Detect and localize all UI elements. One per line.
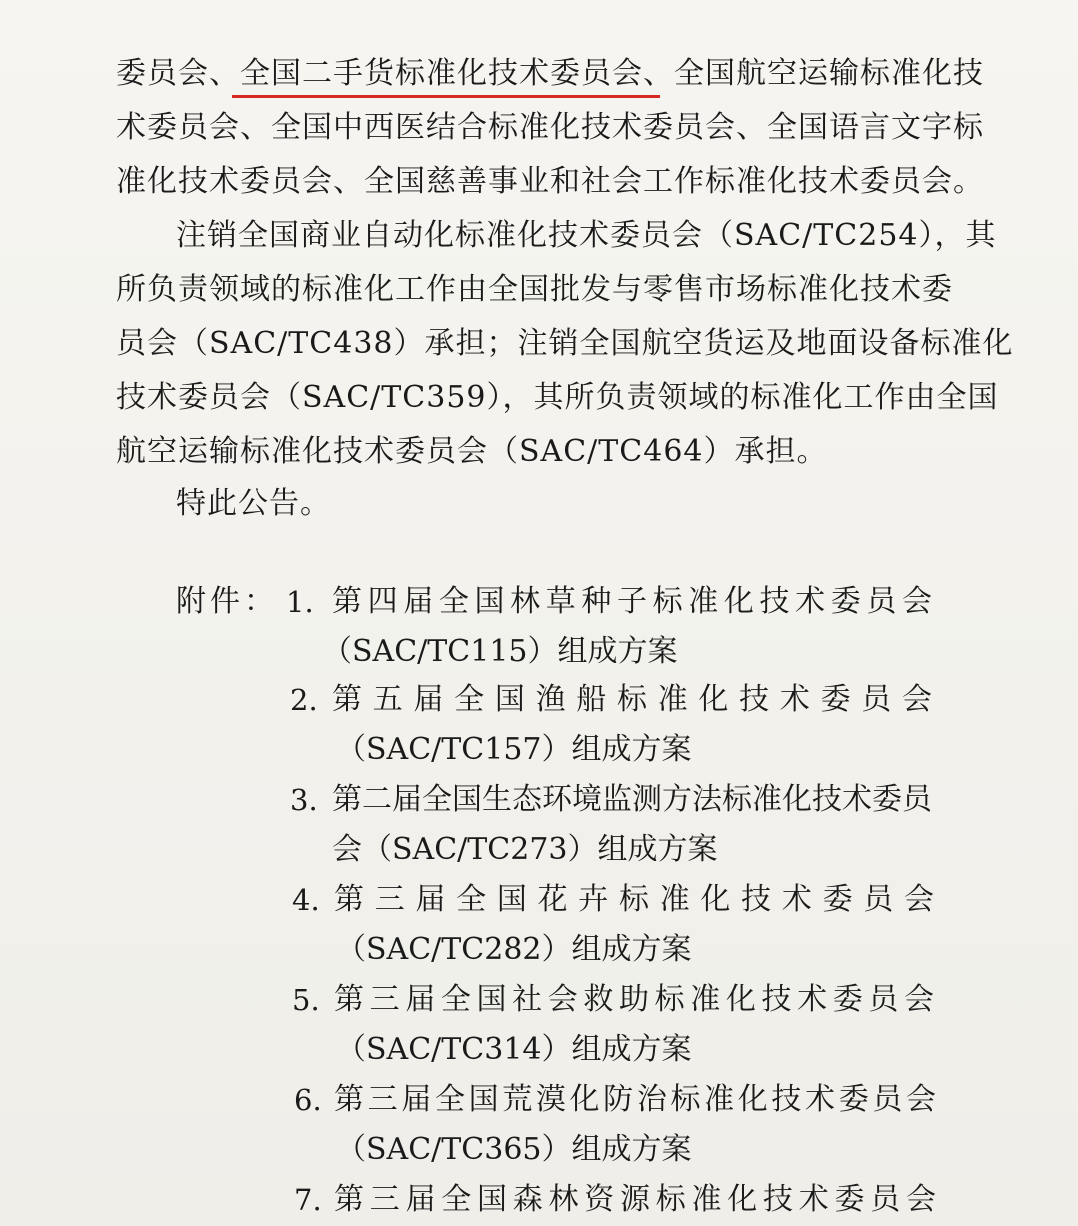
attachment-2-number: 2. — [290, 683, 318, 717]
red-underline-highlight — [232, 95, 660, 98]
attachments-label: 附件： — [176, 584, 278, 619]
attachment-4-number: 4. — [292, 883, 320, 917]
attachment-4-title: 第三届全国花卉标准化技术委员会 — [334, 882, 934, 917]
attachment-3-number: 3. — [290, 783, 318, 817]
attachment-5-title: 第三届全国社会救助标准化技术委员会 — [334, 982, 934, 1017]
attachment-7-number: 7. — [294, 1183, 322, 1217]
paragraph1-line1: 委员会、全国二手货标准化技术委员会、全国航空运输标准化技 — [116, 56, 984, 91]
attachment-6-number: 6. — [294, 1083, 322, 1117]
attachment-2-subtitle: （SAC/TC157）组成方案 — [336, 732, 692, 767]
attachment-7-title: 第三届全国森林资源标准化技术委员会 — [334, 1182, 936, 1217]
paragraph2-line3: 员会（SAC/TC438）承担；注销全国航空货运及地面设备标准化 — [116, 326, 1014, 361]
attachment-6-title: 第三届全国荒漠化防治标准化技术委员会 — [334, 1082, 936, 1117]
paragraph2-line1: 注销全国商业自动化标准化技术委员会（SAC/TC254），其 — [176, 218, 997, 253]
attachment-1-subtitle: （SAC/TC115）组成方案 — [322, 634, 678, 669]
attachment-5-subtitle: （SAC/TC314）组成方案 — [336, 1032, 692, 1067]
paragraph1-line3: 准化技术委员会、全国慈善事业和社会工作标准化技术委员会。 — [116, 164, 984, 199]
paragraph1-line2: 术委员会、全国中西医结合标准化技术委员会、全国语言文字标 — [116, 110, 984, 145]
attachment-2-title: 第五届全国渔船标准化技术委员会 — [332, 682, 932, 717]
paragraph2-line5: 航空运输标准化技术委员会（SAC/TC464）承担。 — [116, 434, 828, 469]
attachment-3-title: 第二届全国生态环境监测方法标准化技术委员 — [332, 782, 932, 817]
attachment-3-subtitle: 会（SAC/TC273）组成方案 — [332, 832, 718, 867]
attachment-4-subtitle: （SAC/TC282）组成方案 — [336, 932, 692, 967]
attachment-1-title: 第四届全国林草种子标准化技术委员会 — [332, 584, 932, 619]
attachment-6-subtitle: （SAC/TC365）组成方案 — [336, 1132, 692, 1167]
paragraph2-line4: 技术委员会（SAC/TC359），其所负责领域的标准化工作由全国 — [116, 380, 999, 415]
paragraph2-line2: 所负责领域的标准化工作由全国批发与零售市场标准化技术委 — [116, 272, 953, 307]
attachment-1-number: 1. — [286, 585, 314, 619]
closing-text: 特此公告。 — [176, 486, 331, 521]
attachment-5-number: 5. — [292, 983, 320, 1017]
